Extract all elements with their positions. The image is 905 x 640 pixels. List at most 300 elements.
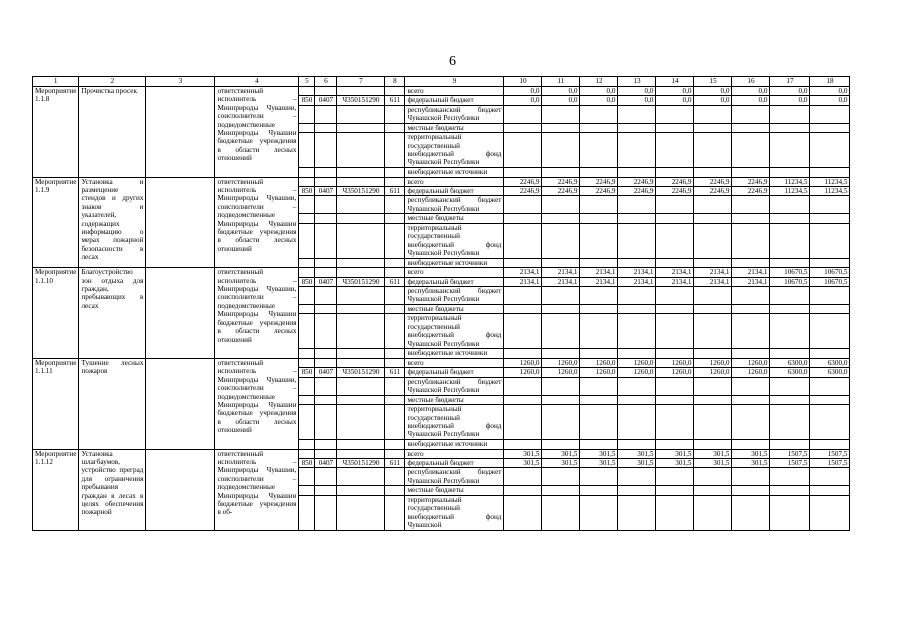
measure-title-cell: Мероприятие 1.1.8	[33, 87, 79, 178]
empty-cell	[337, 305, 385, 314]
empty-value-cell	[618, 168, 656, 177]
value-cell: 301,5	[618, 458, 656, 467]
value-cell: 2134,1	[656, 268, 694, 277]
empty-cell	[299, 395, 315, 404]
empty-cell	[385, 495, 405, 530]
empty-value-cell	[504, 405, 542, 440]
empty-value-cell	[810, 314, 850, 349]
empty-cell	[385, 196, 405, 214]
empty-cell	[337, 449, 385, 458]
empty-value-cell	[618, 495, 656, 530]
empty-cell	[315, 223, 337, 258]
empty-value-cell	[656, 223, 694, 258]
empty-value-cell	[732, 133, 770, 168]
empty-cell	[315, 123, 337, 132]
empty-value-cell	[656, 258, 694, 267]
value-cell: 1507,5	[770, 449, 810, 458]
empty-value-cell	[694, 196, 732, 214]
column-number: 4	[215, 77, 299, 87]
empty-cell	[315, 214, 337, 223]
empty-value-cell	[504, 486, 542, 495]
empty-value-cell	[542, 495, 580, 530]
empty-value-cell	[618, 468, 656, 486]
empty-value-cell	[770, 468, 810, 486]
empty-value-cell	[580, 168, 618, 177]
empty-cell	[299, 177, 315, 186]
empty-value-cell	[504, 395, 542, 404]
empty-value-cell	[732, 395, 770, 404]
empty-value-cell	[580, 214, 618, 223]
value-cell: 2134,1	[694, 268, 732, 277]
code-cell: 850	[299, 458, 315, 467]
code-cell: 611	[385, 368, 405, 377]
funding-source-cell: всего	[405, 268, 504, 277]
empty-value-cell	[694, 214, 732, 223]
empty-cell	[299, 223, 315, 258]
empty-value-cell	[656, 377, 694, 395]
empty-value-cell	[656, 495, 694, 530]
value-cell: 2246,9	[504, 187, 542, 196]
empty-value-cell	[732, 440, 770, 449]
empty-cell	[315, 495, 337, 530]
funding-source-cell: республиканский бюджет Чувашской Республики	[405, 377, 504, 395]
empty-value-cell	[810, 214, 850, 223]
empty-value-cell	[618, 395, 656, 404]
empty-cell	[315, 177, 337, 186]
value-cell: 1260,0	[580, 368, 618, 377]
value-cell: 2134,1	[732, 268, 770, 277]
value-cell: 11234,5	[810, 187, 850, 196]
empty-value-cell	[542, 395, 580, 404]
empty-cell	[385, 105, 405, 123]
empty-value-cell	[580, 133, 618, 168]
empty-value-cell	[770, 223, 810, 258]
empty-value-cell	[694, 314, 732, 349]
empty-cell	[337, 133, 385, 168]
empty-value-cell	[580, 405, 618, 440]
empty-cell	[299, 486, 315, 495]
code-cell: Ч350151290	[337, 458, 385, 467]
empty-value-cell	[770, 349, 810, 358]
executor-cell: ответственный исполнитель – Минприроды Чувашии, соисполнители – подведомственные Минприроды Чувашии бюджетные учреждения в области лесных отношений	[215, 358, 299, 449]
column-number: 16	[732, 77, 770, 87]
empty-value-cell	[656, 196, 694, 214]
value-cell: 1507,5	[770, 458, 810, 467]
funding-source-cell: федеральный бюджет	[405, 458, 504, 467]
empty-value-cell	[618, 440, 656, 449]
empty-value-cell	[542, 123, 580, 132]
column-number: 12	[580, 77, 618, 87]
value-cell: 301,5	[732, 449, 770, 458]
value-cell: 1260,0	[504, 368, 542, 377]
empty-value-cell	[542, 133, 580, 168]
value-cell: 1260,0	[732, 358, 770, 367]
empty-cell	[385, 377, 405, 395]
empty-value-cell	[810, 440, 850, 449]
empty-value-cell	[732, 486, 770, 495]
empty-value-cell	[656, 214, 694, 223]
empty-value-cell	[694, 395, 732, 404]
empty-value-cell	[580, 305, 618, 314]
executor-cell: ответственный исполнитель – Минприроды Чувашии, соисполнители – подведомственные Минприроды Чувашии бюджетные учреждения в области лесных отношений	[215, 87, 299, 178]
empty-value-cell	[810, 377, 850, 395]
empty-value-cell	[504, 123, 542, 132]
code-cell: 850	[299, 277, 315, 286]
empty-value-cell	[618, 133, 656, 168]
measure-name-cell: Прочистка просек	[79, 87, 146, 178]
empty-cell	[337, 258, 385, 267]
table-row	[33, 177, 850, 186]
empty-value-cell	[504, 223, 542, 258]
value-cell: 301,5	[542, 458, 580, 467]
empty-value-cell	[504, 133, 542, 168]
empty-value-cell	[504, 495, 542, 530]
empty-cell	[299, 440, 315, 449]
value-cell: 0,0	[810, 87, 850, 96]
empty-value-cell	[542, 349, 580, 358]
value-cell: 301,5	[732, 458, 770, 467]
empty-value-cell	[580, 349, 618, 358]
empty-cell	[385, 440, 405, 449]
empty-cell	[337, 223, 385, 258]
empty-value-cell	[618, 349, 656, 358]
funding-source-cell: всего	[405, 87, 504, 96]
empty-value-cell	[618, 223, 656, 258]
empty-cell	[337, 287, 385, 305]
empty-cell	[385, 168, 405, 177]
empty-cell	[315, 314, 337, 349]
empty-value-cell	[580, 287, 618, 305]
value-cell: 301,5	[694, 449, 732, 458]
empty-cell	[299, 168, 315, 177]
value-cell: 2134,1	[618, 268, 656, 277]
executor-cell: ответственный исполнитель – Минприроды Чувашии, соисполнители – подведомственные Минприроды Чувашии бюджетные учреждения в об-	[215, 449, 299, 530]
funding-source-cell: территориальный государственный внебюджетный фонд Чувашской	[405, 495, 504, 530]
column-number: 6	[315, 77, 337, 87]
value-cell: 2246,9	[504, 177, 542, 186]
empty-value-cell	[770, 314, 810, 349]
empty-value-cell	[732, 349, 770, 358]
empty-cell	[337, 196, 385, 214]
empty-value-cell	[618, 314, 656, 349]
empty-value-cell	[694, 305, 732, 314]
empty-value-cell	[694, 468, 732, 486]
value-cell: 0,0	[770, 96, 810, 105]
empty-cell	[385, 268, 405, 277]
empty-value-cell	[810, 486, 850, 495]
funding-source-cell: местные бюджеты	[405, 214, 504, 223]
funding-source-cell: республиканский бюджет Чувашской Республики	[405, 196, 504, 214]
empty-value-cell	[580, 258, 618, 267]
column-number: 8	[385, 77, 405, 87]
page-number: 6	[449, 54, 456, 69]
empty-cell	[337, 87, 385, 96]
value-cell: 0,0	[656, 87, 694, 96]
value-cell: 1260,0	[542, 358, 580, 367]
value-cell: 1507,5	[810, 449, 850, 458]
empty-value-cell	[810, 405, 850, 440]
value-cell: 0,0	[732, 87, 770, 96]
empty-cell	[299, 314, 315, 349]
empty-cell	[385, 133, 405, 168]
empty-value-cell	[656, 468, 694, 486]
empty-value-cell	[770, 405, 810, 440]
value-cell: 0,0	[618, 87, 656, 96]
empty-value-cell	[656, 168, 694, 177]
funding-source-cell: внебюджетные источники	[405, 258, 504, 267]
column-number: 11	[542, 77, 580, 87]
funding-source-cell: местные бюджеты	[405, 123, 504, 132]
value-cell: 2246,9	[542, 187, 580, 196]
value-cell: 1260,0	[656, 358, 694, 367]
empty-value-cell	[694, 287, 732, 305]
funding-source-cell: республиканский бюджет Чувашской Республики	[405, 105, 504, 123]
empty-value-cell	[810, 133, 850, 168]
value-cell: 0,0	[504, 96, 542, 105]
empty-value-cell	[656, 395, 694, 404]
code-cell: 611	[385, 96, 405, 105]
code-cell: 0407	[315, 368, 337, 377]
value-cell: 10670,5	[770, 277, 810, 286]
column-number: 5	[299, 77, 315, 87]
value-cell: 11234,5	[770, 177, 810, 186]
code-cell: 0407	[315, 96, 337, 105]
empty-value-cell	[770, 196, 810, 214]
empty-cell	[146, 177, 215, 268]
empty-value-cell	[694, 168, 732, 177]
value-cell: 1260,0	[656, 368, 694, 377]
empty-cell	[337, 214, 385, 223]
empty-value-cell	[770, 440, 810, 449]
empty-value-cell	[732, 168, 770, 177]
value-cell: 6300,0	[770, 368, 810, 377]
empty-value-cell	[656, 349, 694, 358]
value-cell: 2246,9	[656, 177, 694, 186]
empty-value-cell	[580, 196, 618, 214]
empty-cell	[337, 105, 385, 123]
code-cell: 0407	[315, 277, 337, 286]
empty-value-cell	[810, 168, 850, 177]
funding-source-cell: федеральный бюджет	[405, 277, 504, 286]
value-cell: 1260,0	[504, 358, 542, 367]
empty-cell	[299, 87, 315, 96]
empty-cell	[385, 177, 405, 186]
value-cell: 6300,0	[770, 358, 810, 367]
empty-value-cell	[656, 105, 694, 123]
empty-cell	[299, 258, 315, 267]
empty-cell	[315, 287, 337, 305]
empty-value-cell	[810, 468, 850, 486]
empty-value-cell	[542, 305, 580, 314]
empty-cell	[385, 305, 405, 314]
empty-cell	[315, 105, 337, 123]
empty-value-cell	[732, 214, 770, 223]
empty-value-cell	[504, 214, 542, 223]
budget-table	[32, 76, 850, 531]
empty-cell	[337, 168, 385, 177]
value-cell: 0,0	[580, 87, 618, 96]
empty-cell	[315, 405, 337, 440]
empty-cell	[299, 358, 315, 367]
value-cell: 0,0	[810, 96, 850, 105]
empty-value-cell	[580, 223, 618, 258]
value-cell: 301,5	[504, 449, 542, 458]
value-cell: 2134,1	[542, 268, 580, 277]
empty-cell	[299, 449, 315, 458]
empty-cell	[299, 196, 315, 214]
empty-value-cell	[580, 314, 618, 349]
empty-value-cell	[810, 395, 850, 404]
empty-cell	[315, 449, 337, 458]
empty-value-cell	[732, 468, 770, 486]
value-cell: 2134,1	[504, 268, 542, 277]
empty-value-cell	[542, 486, 580, 495]
measure-title-cell: Мероприятие 1.1.12	[33, 449, 79, 530]
empty-cell	[315, 87, 337, 96]
empty-value-cell	[504, 468, 542, 486]
empty-cell	[315, 358, 337, 367]
empty-value-cell	[656, 486, 694, 495]
empty-value-cell	[618, 486, 656, 495]
empty-value-cell	[770, 495, 810, 530]
empty-value-cell	[656, 405, 694, 440]
empty-value-cell	[732, 305, 770, 314]
empty-value-cell	[770, 305, 810, 314]
empty-cell	[385, 486, 405, 495]
value-cell: 2246,9	[618, 177, 656, 186]
empty-cell	[299, 105, 315, 123]
value-cell: 6300,0	[810, 358, 850, 367]
empty-value-cell	[542, 196, 580, 214]
empty-value-cell	[504, 196, 542, 214]
empty-cell	[299, 305, 315, 314]
empty-value-cell	[618, 105, 656, 123]
value-cell: 1260,0	[618, 358, 656, 367]
empty-value-cell	[504, 440, 542, 449]
empty-value-cell	[618, 287, 656, 305]
empty-cell	[385, 449, 405, 458]
empty-cell	[315, 395, 337, 404]
value-cell: 301,5	[504, 458, 542, 467]
empty-value-cell	[694, 440, 732, 449]
empty-cell	[315, 377, 337, 395]
code-cell: 850	[299, 96, 315, 105]
empty-cell	[385, 214, 405, 223]
empty-cell	[337, 268, 385, 277]
empty-value-cell	[580, 495, 618, 530]
empty-value-cell	[542, 223, 580, 258]
value-cell: 2134,1	[656, 277, 694, 286]
empty-cell	[315, 349, 337, 358]
executor-cell: ответственный исполнитель – Минприроды Чувашии, соисполнители – подведомственные Минприроды Чувашии бюджетные учреждения в области лесных отношений	[215, 177, 299, 268]
empty-cell	[299, 377, 315, 395]
empty-cell	[385, 395, 405, 404]
value-cell: 11234,5	[770, 187, 810, 196]
empty-value-cell	[694, 123, 732, 132]
empty-value-cell	[504, 305, 542, 314]
measure-name-cell: Тушение лесных пожаров	[79, 358, 146, 449]
value-cell: 0,0	[618, 96, 656, 105]
executor-cell: ответственный исполнитель – Минприроды Чувашии, соисполнители – подведомственные Минприроды Чувашии бюджетные учреждения в области лесных отношений	[215, 268, 299, 359]
empty-value-cell	[694, 133, 732, 168]
empty-cell	[385, 314, 405, 349]
value-cell: 2246,9	[694, 177, 732, 186]
code-cell: 850	[299, 368, 315, 377]
empty-cell	[337, 468, 385, 486]
empty-cell	[299, 495, 315, 530]
empty-value-cell	[810, 258, 850, 267]
empty-value-cell	[656, 440, 694, 449]
empty-value-cell	[504, 349, 542, 358]
funding-source-cell: территориальный государственный внебюджетный фонд Чувашской Республики	[405, 223, 504, 258]
empty-value-cell	[732, 405, 770, 440]
empty-cell	[146, 358, 215, 449]
empty-value-cell	[694, 486, 732, 495]
empty-cell	[146, 268, 215, 359]
value-cell: 10670,5	[810, 277, 850, 286]
value-cell: 1507,5	[810, 458, 850, 467]
empty-value-cell	[694, 349, 732, 358]
column-number: 13	[618, 77, 656, 87]
value-cell: 11234,5	[810, 177, 850, 186]
value-cell: 1260,0	[542, 368, 580, 377]
empty-value-cell	[770, 123, 810, 132]
value-cell: 2246,9	[618, 187, 656, 196]
value-cell: 301,5	[580, 458, 618, 467]
empty-cell	[299, 133, 315, 168]
empty-value-cell	[810, 287, 850, 305]
empty-cell	[337, 349, 385, 358]
value-cell: 301,5	[542, 449, 580, 458]
empty-value-cell	[580, 486, 618, 495]
empty-value-cell	[732, 196, 770, 214]
value-cell: 2134,1	[618, 277, 656, 286]
code-cell: 611	[385, 277, 405, 286]
empty-value-cell	[732, 495, 770, 530]
empty-value-cell	[504, 287, 542, 305]
value-cell: 1260,0	[694, 368, 732, 377]
value-cell: 2246,9	[656, 187, 694, 196]
empty-value-cell	[694, 105, 732, 123]
empty-value-cell	[618, 405, 656, 440]
empty-value-cell	[770, 258, 810, 267]
empty-cell	[299, 405, 315, 440]
empty-cell	[385, 123, 405, 132]
table-row	[33, 449, 850, 458]
empty-cell	[337, 358, 385, 367]
empty-value-cell	[542, 440, 580, 449]
empty-cell	[299, 287, 315, 305]
empty-value-cell	[542, 105, 580, 123]
value-cell: 2246,9	[542, 177, 580, 186]
measure-name-cell: Благоустройство зон отдыха для граждан, пребывающих в лесах	[79, 268, 146, 359]
value-cell: 2246,9	[694, 187, 732, 196]
empty-value-cell	[618, 123, 656, 132]
empty-value-cell	[810, 196, 850, 214]
empty-value-cell	[732, 123, 770, 132]
empty-cell	[146, 449, 215, 530]
empty-cell	[315, 133, 337, 168]
empty-value-cell	[504, 105, 542, 123]
empty-value-cell	[580, 395, 618, 404]
value-cell: 2134,1	[542, 277, 580, 286]
empty-cell	[299, 268, 315, 277]
code-cell: Ч350151290	[337, 187, 385, 196]
empty-value-cell	[810, 223, 850, 258]
empty-value-cell	[542, 287, 580, 305]
value-cell: 0,0	[732, 96, 770, 105]
empty-value-cell	[618, 377, 656, 395]
